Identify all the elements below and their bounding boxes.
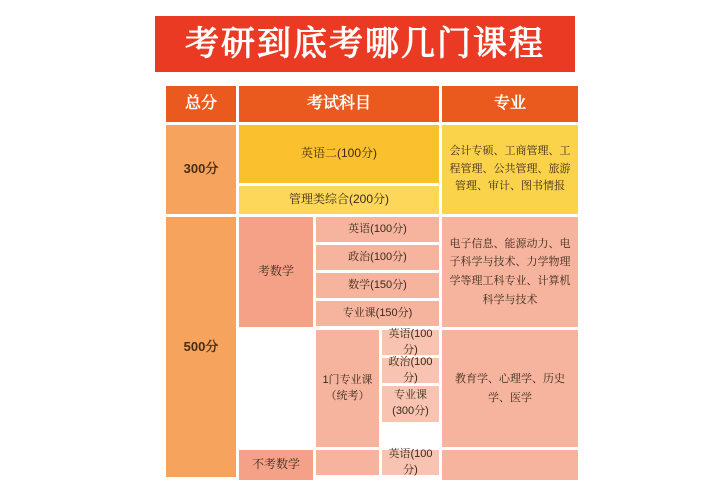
title-banner xyxy=(155,16,575,72)
header-subjects: 考试科目 xyxy=(239,86,439,122)
item-english-c: 英语(100分) xyxy=(382,450,439,475)
item-major-course-b: 专业课(300分) xyxy=(382,386,439,422)
group-one-major-label: 1门专业课（统考） xyxy=(316,330,379,447)
group-no-math xyxy=(239,447,578,480)
group-no-math-items xyxy=(382,447,439,480)
group-math-items xyxy=(316,217,439,327)
courses-table xyxy=(166,86,578,480)
group-no-math-sub xyxy=(316,450,379,480)
major-list-one-major: 教育学、心理学、历史学、医学 xyxy=(442,330,578,447)
item-politics: 政治(100分) xyxy=(316,245,439,270)
group-one-major-label-wrap xyxy=(316,330,379,447)
item-major-course: 专业课(150分) xyxy=(316,301,439,326)
item-math: 数学(150分) xyxy=(316,273,439,298)
item-politics-b: 政治(100分) xyxy=(382,358,439,383)
total-score-500: 500分 xyxy=(166,217,236,477)
group-math xyxy=(239,217,578,327)
section-500-body xyxy=(239,217,578,480)
total-score-300: 300分 xyxy=(166,125,236,214)
header-total: 总分 xyxy=(166,86,236,122)
section-300-subjects xyxy=(239,125,439,214)
major-list-math: 电子信息、能源动力、电子科学与技术、力学物理学等理工科专业、计算机科学与技术 xyxy=(442,217,578,327)
subject-english-2: 英语二(100分) xyxy=(239,125,439,183)
subject-management-comprehensive: 管理类综合(200分) xyxy=(239,186,439,214)
section-500 xyxy=(166,217,578,480)
group-no-math-sub-label xyxy=(316,450,379,475)
group-one-major-course xyxy=(239,327,578,447)
section-300 xyxy=(166,125,578,214)
table-header-row xyxy=(166,86,578,122)
group-math-label: 考数学 xyxy=(239,217,313,327)
item-english-b: 英语(100分) xyxy=(382,330,439,355)
group-no-math-label: 不考数学 xyxy=(239,450,313,480)
page-title: 考研到底考哪几门课程 xyxy=(185,25,545,63)
header-major: 专业 xyxy=(442,86,578,122)
major-list-300: 会计专硕、工商管理、工程管理、公共管理、旅游管理、审计、图书情报 xyxy=(442,125,578,214)
group-one-major-items xyxy=(382,327,439,447)
item-english: 英语(100分) xyxy=(316,217,439,242)
major-list-no-math xyxy=(442,450,578,480)
